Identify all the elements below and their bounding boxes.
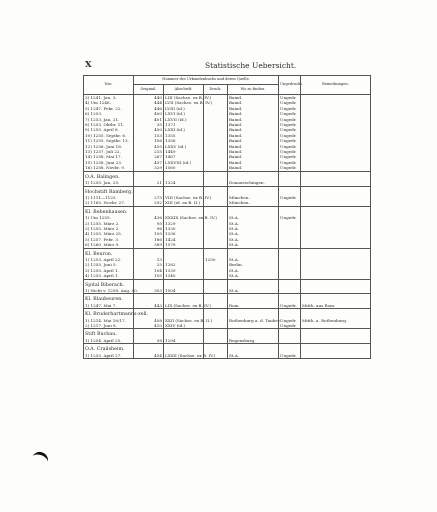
cell-nr: 7) 1253. Jan. 21.	[84, 117, 134, 122]
cell-orig: 215	[134, 149, 164, 154]
cell-wo: St.A.	[228, 215, 279, 220]
cell-orig: 454	[134, 353, 164, 359]
page-title: Statistische Uebersicht.	[205, 61, 297, 70]
cell-orig: 303	[134, 288, 164, 294]
cell-orig: 25	[134, 262, 164, 267]
cell-nr: 5) 1247. Febr. 22.	[84, 106, 134, 111]
cell-ung	[279, 186, 301, 195]
header-original: Original.	[134, 85, 164, 95]
cell-orig: 275	[134, 195, 164, 200]
cell-ung: Ungedr.	[279, 353, 301, 359]
cell-ung: Ungedr.	[279, 127, 301, 132]
cell-abs: 1282	[164, 262, 204, 267]
cell-ung: Ungedr.	[279, 195, 301, 200]
cell-nr: 12) 1256. Juni 18.	[84, 144, 134, 149]
cell-nr: 1) 1255. Jan. 25.	[84, 180, 134, 186]
header-wo-zu-finden: Wo zu finden.	[228, 85, 279, 95]
cell-orig: 95	[134, 221, 164, 226]
section-row	[84, 206, 371, 215]
cell-abs: 1294	[164, 338, 204, 344]
cell-wo: St.A.	[228, 226, 279, 231]
cell-ung: Ungedr.	[279, 303, 301, 309]
cell-ung	[279, 309, 301, 318]
cell-orig: 267	[134, 154, 164, 159]
cell-abs	[164, 171, 204, 180]
cell-nr: 6) 1253.	[84, 111, 134, 116]
cell-wo: St.A.	[228, 242, 279, 248]
cell-ung	[279, 206, 301, 215]
cell-ung: Ungedr.	[279, 149, 301, 154]
cell-bem	[301, 171, 371, 180]
cell-ung: Ungedr.	[279, 111, 301, 116]
cell-wo: Baind.	[228, 106, 279, 111]
cell-orig	[134, 279, 164, 288]
cell-orig: 410	[134, 323, 164, 329]
cell-bem	[301, 353, 371, 359]
cell-wo: Baind.	[228, 160, 279, 165]
cell-orig: 13	[134, 257, 164, 262]
section-row	[84, 279, 371, 288]
cell-ung: Ungedr.	[279, 215, 301, 220]
cell-bem	[301, 186, 371, 195]
cell-druck	[204, 309, 228, 318]
cell-wo: Baind.	[228, 122, 279, 127]
cell-nr: 15) 1258. Juni 23.	[84, 160, 134, 165]
section-row	[84, 344, 371, 353]
cell-wo	[228, 294, 279, 303]
page-number: X	[85, 60, 92, 70]
cell-nr: 3) 1255. März 2.	[84, 226, 134, 231]
section-row	[84, 329, 371, 338]
cell-abs: LXXVIII (id.)	[164, 160, 204, 165]
cell-orig: 21	[134, 180, 164, 186]
cell-wo: St.A.	[228, 273, 279, 279]
cell-nr: 1) Nicht v. 1258. Aug. 30.	[85, 288, 139, 293]
cell-ung: Ungedr.	[279, 117, 301, 122]
cell-nr: 1) 1214. Mai 16/17.	[84, 318, 134, 323]
cell-abs: 1330	[164, 226, 204, 231]
cell-wo	[228, 279, 279, 288]
cell-orig: 58	[134, 338, 164, 344]
cell-abs: LVIII (id.)	[164, 106, 204, 111]
cell-wo: St.A.	[228, 353, 279, 359]
cell-wo: Baind.	[228, 111, 279, 116]
cell-orig: 96	[134, 226, 164, 231]
cell-wo: Baind.	[228, 165, 279, 171]
cell-orig	[134, 329, 164, 338]
cell-abs	[164, 329, 204, 338]
cell-orig: 329	[134, 165, 164, 171]
cell-nr: 1) 1254. April 25.	[84, 338, 134, 344]
cell-bem: Mitth. aus Rom.	[301, 303, 371, 309]
cell-wo: Baind.	[228, 133, 279, 138]
cell-wo: St.A.	[228, 237, 279, 242]
cell-wo	[228, 206, 279, 215]
cell-orig: 35	[134, 122, 164, 127]
section-row	[84, 186, 371, 195]
cell-nr: 3) 1241. Jan. 3.	[84, 95, 134, 101]
cell-nr: 1) Um 1255.	[84, 215, 134, 220]
cell-wo: St.A.	[228, 221, 279, 226]
cell-nr: Kl. Beuron.	[84, 248, 134, 257]
cell-nr: Spital Biberach.	[84, 279, 134, 288]
cell-ung	[279, 171, 301, 180]
cell-wo: St.A.	[228, 288, 279, 294]
cell-orig	[134, 294, 164, 303]
cell-ung: Ungedr.	[279, 106, 301, 111]
cell-abs: XXXIX (Sachse. ex B. IV.)	[165, 215, 217, 221]
cell-orig: 455	[134, 144, 164, 149]
header-bemerkungen: Bemerkungen.	[301, 76, 371, 95]
cell-orig	[134, 186, 164, 195]
cell-orig: 440	[134, 95, 164, 101]
cell-abs: 1329	[164, 221, 204, 226]
cell-nr: 3) 1255. April 1.	[84, 268, 134, 273]
cell-nr: 4) 1255. März 25.	[84, 231, 134, 236]
cell-druck: 1250	[204, 257, 228, 262]
cell-orig: 457	[134, 160, 164, 165]
cell-nr: 11) 1255. Septbr. 13.	[84, 138, 134, 143]
section-row	[84, 309, 371, 318]
cell-nr: 1) 1253. April 22.	[84, 257, 134, 262]
cell-abs	[164, 344, 204, 353]
cell-abs: 1324	[164, 180, 204, 186]
cell-nr: Stift Buchau.	[84, 329, 134, 338]
cell-orig: 153	[134, 133, 164, 138]
cell-orig	[134, 248, 164, 257]
cell-ung: Ungedr.	[279, 133, 301, 138]
cell-wo	[228, 171, 279, 180]
cell-orig: 450	[134, 127, 164, 132]
cell-abs: LXVII (id.)	[164, 117, 204, 122]
cell-druck	[204, 206, 228, 215]
cell-orig: 389	[134, 242, 164, 248]
cell-ung	[279, 329, 301, 338]
cell-bem: Mitth. a. Rothenburg.	[301, 318, 371, 323]
section-row	[84, 248, 371, 257]
cell-druck	[204, 344, 228, 353]
cell-ung	[279, 294, 301, 303]
cell-wo: München.	[228, 200, 279, 206]
cell-abs	[164, 309, 204, 318]
cell-ung: Ungedr.	[279, 144, 301, 149]
cell-nr: 1) 1247. Mai 7.	[84, 303, 134, 309]
cell-orig	[134, 171, 164, 180]
cell-druck	[204, 294, 228, 303]
cell-druck	[204, 248, 228, 257]
cell-ung: Ungedr.	[279, 100, 301, 105]
cell-abs: 1356	[164, 138, 204, 143]
cell-nr: 6) 1260. März 9.	[84, 242, 134, 248]
header-ungedruckt: Ungedruckt.	[279, 76, 301, 95]
cell-abs: 1336	[164, 231, 204, 236]
cell-wo	[228, 344, 279, 353]
cell-abs: 1339	[164, 268, 204, 273]
pen-mark	[30, 450, 50, 470]
cell-wo	[228, 329, 279, 338]
cell-druck	[204, 171, 228, 180]
cell-ung: Ungedr.	[279, 165, 301, 171]
cell-abs	[164, 279, 204, 288]
cell-wo: St.A.	[228, 231, 279, 236]
cell-wo: Berlin.	[228, 262, 279, 267]
cell-nr: 2) 1255. März 2.	[84, 221, 134, 226]
cell-abs	[164, 206, 204, 215]
cell-orig: 105	[134, 231, 164, 236]
cell-nr: 2) 1255. Juni 5.	[84, 262, 134, 267]
cell-nr: Kl. Blaubeuren.	[84, 294, 134, 303]
cell-nr: 9) 1255. April 8.	[84, 127, 134, 132]
cell-orig: 401	[134, 117, 164, 122]
cell-abs: 1355	[164, 133, 204, 138]
cell-nr: 10) 1255. Septbr. 6.	[84, 133, 134, 138]
cell-wo: Baind.	[228, 138, 279, 143]
cell-ung	[279, 248, 301, 257]
cell-nr: O.A. Balingen.	[84, 171, 134, 180]
cell-orig: 105	[134, 273, 164, 279]
cell-ung: Ungedr.	[279, 323, 301, 329]
cell-nr: Kl. Bruderhartmanns-zell.	[84, 309, 134, 318]
cell-nr: 14) 1258. Mai 17.	[84, 154, 134, 159]
cell-abs: XXIV (id.)	[164, 323, 204, 329]
cell-wo: Baind.	[228, 144, 279, 149]
cell-abs: LXVI (id.)	[164, 111, 204, 116]
cell-bem	[301, 344, 371, 353]
cell-wo: Donaueschingen.	[228, 180, 279, 186]
cell-wo: Baind.	[228, 154, 279, 159]
cell-orig	[134, 206, 164, 215]
cell-nr: 2) 1165. Novbr. 27.	[84, 200, 134, 206]
cell-wo	[228, 248, 279, 257]
cell-orig: 444	[134, 100, 164, 105]
cell-abs: LXXI (id.)	[164, 127, 204, 132]
cell-nr: 16) 1258. Novbr. 9.	[84, 165, 134, 171]
cell-nr: 8) 1253. Oktbr. 11.	[84, 122, 134, 127]
cell-druck	[204, 186, 228, 195]
cell-wo: Baind.	[228, 149, 279, 154]
cell-ung: Ungedr.	[279, 160, 301, 165]
cell-abs: 1504	[164, 288, 204, 294]
cell-orig: 292	[134, 200, 164, 206]
table-body	[84, 95, 371, 359]
cell-nr: 4) 1255. April 1.	[84, 273, 134, 279]
cell-nr: Hochstift Bamberg.	[84, 186, 134, 195]
cell-abs: 1371	[164, 122, 204, 127]
cell-ung	[279, 279, 301, 288]
statistics-table	[83, 75, 371, 359]
cell-bem	[301, 279, 371, 288]
cell-abs: 1340	[164, 273, 204, 279]
cell-nr: 1) 1111—1125.	[84, 195, 134, 200]
header-abschrift: Abschrift.	[164, 85, 204, 95]
cell-nr: O.A. Crailsheim.	[84, 344, 134, 353]
cell-wo: St.A.	[228, 257, 279, 262]
cell-abs: XXII (Sachse. ex B. II.)	[165, 317, 213, 323]
header-druck: Druck.	[204, 85, 228, 95]
cell-wo: Rothenburg a. d. Tauber.	[229, 317, 281, 323]
cell-ung	[279, 344, 301, 353]
cell-orig: 104	[134, 268, 164, 273]
cell-wo: Baind.	[228, 100, 279, 105]
header-nro: Nro.	[84, 76, 134, 95]
cell-nr: 2) 1217. Juni 8.	[84, 323, 134, 329]
cell-abs: 1449	[164, 149, 204, 154]
cell-wo: Baind.	[228, 95, 279, 101]
cell-abs: 1467	[164, 154, 204, 159]
cell-abs: LXXV (id.)	[164, 144, 204, 149]
cell-abs: VIII (Sachse. ex B. IV.)	[165, 194, 212, 200]
section-row	[84, 171, 371, 180]
table-row	[84, 353, 371, 359]
header-group-urkundenbuch: Nummer des Urkundenbuchs und deren Quelle.	[134, 76, 279, 85]
cell-abs: LVII (Sachse. ex B. IV.)	[165, 100, 213, 106]
cell-druck	[204, 329, 228, 338]
cell-nr: Kl. Bebenhausen.	[84, 206, 134, 215]
cell-druck	[204, 279, 228, 288]
cell-bem	[301, 294, 371, 303]
cell-abs: 1424	[164, 237, 204, 242]
cell-ung: Ungedr.	[279, 318, 301, 323]
cell-wo: St.A.	[228, 268, 279, 273]
cell-abs: XIII (id. ex B. II.)	[164, 200, 204, 206]
cell-nr: 13) 1257. Juli 22.	[84, 149, 134, 154]
cell-ung: Ungedr.	[279, 138, 301, 143]
cell-abs: LXXII (Sachse. ex B. IV.)	[165, 352, 216, 358]
cell-orig: 400	[134, 111, 164, 116]
cell-orig	[134, 344, 164, 353]
cell-orig: 436	[134, 215, 164, 220]
cell-abs: 1579	[164, 242, 204, 248]
cell-ung: Ungedr.	[279, 154, 301, 159]
cell-wo: München.	[228, 195, 279, 200]
cell-abs	[164, 248, 204, 257]
cell-bem	[301, 309, 371, 318]
cell-orig: 408	[134, 318, 164, 323]
cell-wo: Rom.	[228, 303, 279, 309]
cell-bem	[301, 329, 371, 338]
cell-bem	[301, 248, 371, 257]
cell-bem	[301, 206, 371, 215]
cell-orig: 186	[134, 237, 164, 242]
cell-nr: 1) 1255. April 27.	[84, 353, 134, 359]
cell-abs: LIII (Sachse. ex B. IV.)	[165, 95, 212, 100]
cell-ung: Ungedr.	[279, 95, 301, 101]
cell-abs: 1560	[164, 165, 204, 171]
cell-abs	[164, 186, 204, 195]
cell-wo: Regensburg.	[228, 338, 279, 344]
cell-ung: Ungedr.	[279, 122, 301, 127]
cell-wo	[228, 309, 279, 318]
cell-abs: LIX (Sachse. ex B. IV.)	[165, 302, 211, 308]
cell-abs	[164, 294, 204, 303]
cell-orig: 446	[134, 106, 164, 111]
cell-wo: Baind.	[228, 127, 279, 132]
cell-orig: 156	[134, 138, 164, 143]
cell-wo	[228, 186, 279, 195]
cell-orig: 443	[134, 303, 164, 309]
cell-wo: Baind.	[228, 117, 279, 122]
section-row	[84, 294, 371, 303]
cell-nr: 4) Um 1246.	[84, 100, 134, 105]
cell-nr: 5) 1257. Febr. 3.	[84, 237, 134, 242]
